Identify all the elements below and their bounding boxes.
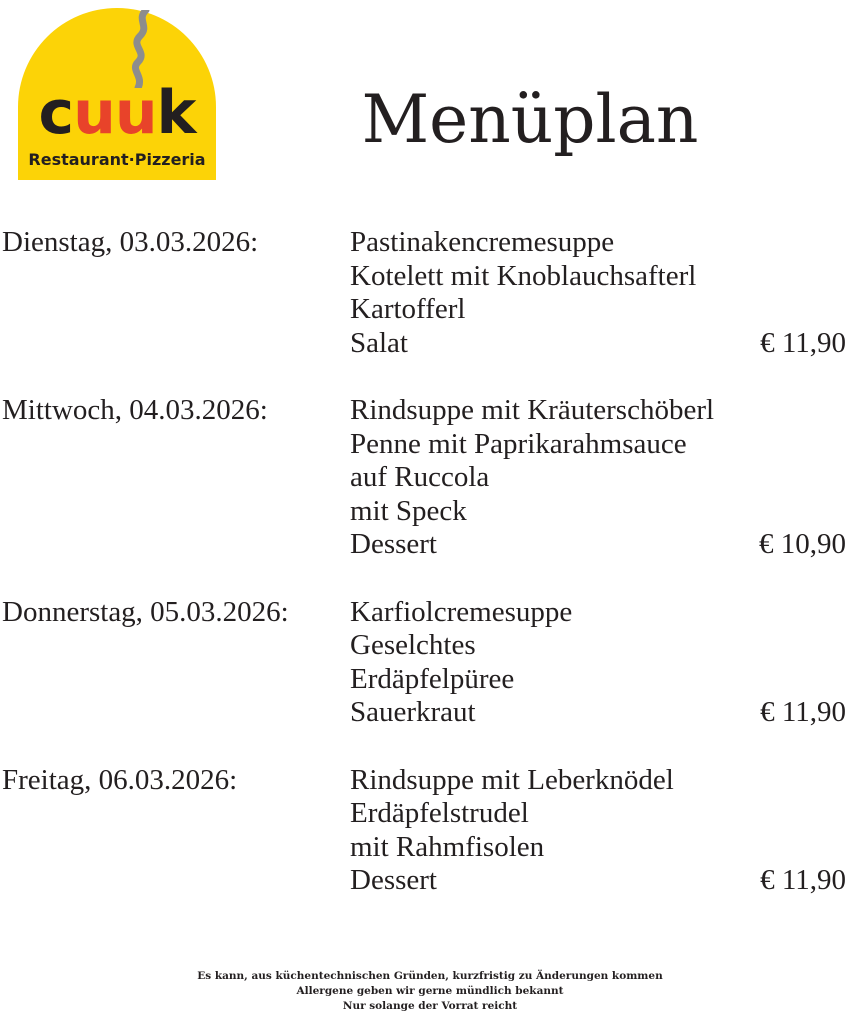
menu-item (350, 428, 846, 462)
menu-day-row (0, 226, 860, 360)
menu-item-name: Erdäpfelpüree (350, 662, 515, 695)
menu-item (350, 327, 846, 361)
menu-day-items (350, 596, 860, 730)
menu-item (350, 461, 846, 495)
menu-item-name: mit Speck (350, 494, 467, 527)
menu-day-row (0, 394, 860, 562)
menu-item-name: Kotelett mit Knoblauchsafterl (350, 259, 697, 292)
footer-notes (0, 969, 860, 1014)
menu-day-label: Freitag, 06.03.2026: (2, 763, 238, 796)
logo-subtitle: Restaurant·Pizzeria (28, 150, 206, 169)
menu-item-name: Dessert (350, 864, 437, 896)
menu-item-price: € 11,90 (760, 696, 846, 728)
menu-item-price: € 10,90 (759, 528, 846, 560)
menu-item-price: € 11,90 (760, 864, 846, 896)
logo-wordmark-k: k (156, 78, 196, 148)
menu-item (350, 596, 846, 630)
menu-item-price: € 11,90 (760, 326, 846, 359)
menu-item-name: Salat (350, 326, 408, 359)
restaurant-logo (18, 8, 216, 180)
menu-day-items (350, 394, 860, 562)
menu-item (350, 260, 846, 294)
menu-day-items (350, 226, 860, 360)
footer-line-3: Nur solange der Vorrat reicht (342, 1000, 518, 1012)
menu-item-name: mit Rahmfisolen (350, 830, 545, 863)
page-title: Menüplan (361, 81, 699, 158)
menu-day-label: Mittwoch, 04.03.2026: (2, 394, 268, 426)
menu-item (350, 629, 846, 663)
logo-wordmark (18, 78, 216, 148)
menu-item-name: Pastinakencremesuppe (350, 226, 615, 258)
menu-item (350, 764, 846, 798)
menu-item-name: Karfiolcremesuppe (350, 595, 573, 628)
logo-wordmark-uu: uu (73, 78, 157, 148)
menu-day-row (0, 764, 860, 898)
menu-item-name: Rindsuppe mit Kräuterschöberl (350, 394, 715, 426)
menu-item-name: Geselchtes (350, 629, 476, 661)
menu-item (350, 797, 846, 831)
menu-list (0, 226, 860, 932)
footer-line-1: Es kann, aus küchentechnischen Gründen, kurzfristig zu Änderungen kommen (197, 970, 663, 982)
menu-item (350, 864, 846, 898)
menu-item-name: auf Ruccola (350, 461, 490, 493)
menu-item (350, 528, 846, 562)
menu-day-items (350, 764, 860, 898)
menu-day-label: Donnerstag, 05.03.2026: (2, 595, 289, 628)
smoke-icon (126, 10, 160, 88)
menu-item (350, 663, 846, 697)
logo-wordmark-c: c (38, 78, 74, 148)
menu-item-name: Penne mit Paprikarahmsauce (350, 427, 687, 460)
menu-day-label: Dienstag, 03.03.2026: (2, 226, 259, 258)
menu-item-name: Rindsuppe mit Leberknödel (350, 763, 674, 796)
menu-item (350, 394, 846, 428)
menu-day-row (0, 596, 860, 730)
menu-item-name: Kartofferl (350, 293, 466, 325)
footer-line-2: Allergene geben wir gerne mündlich bekannt (296, 985, 564, 997)
menu-item (350, 696, 846, 730)
menu-item-name: Sauerkraut (350, 696, 476, 728)
menu-item-name: Dessert (350, 528, 437, 560)
menu-item (350, 226, 846, 260)
menu-item-name: Erdäpfelstrudel (350, 797, 529, 829)
menu-item (350, 495, 846, 529)
menu-item (350, 831, 846, 865)
menu-item (350, 293, 846, 327)
